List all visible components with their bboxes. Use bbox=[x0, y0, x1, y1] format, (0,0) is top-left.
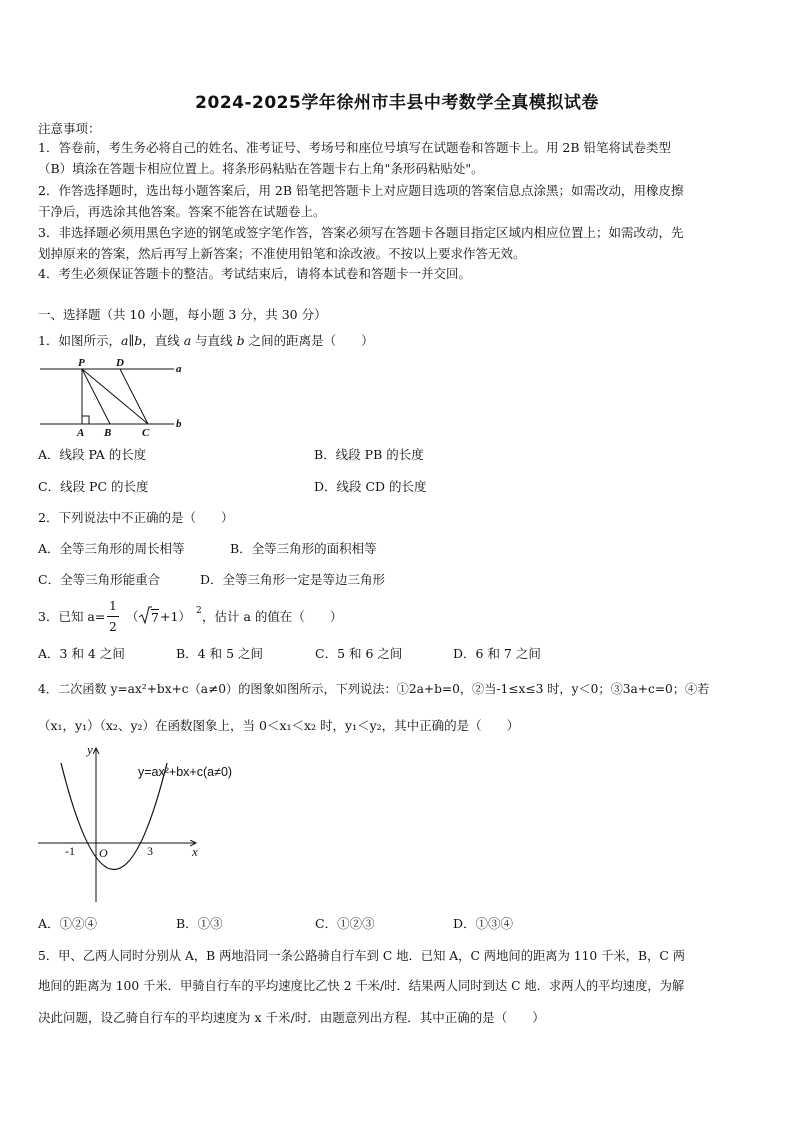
q1-figure bbox=[36, 355, 186, 440]
q3-stem-text: ，估计 a 的值在（ ） bbox=[202, 609, 343, 624]
q3-frac-bar bbox=[107, 616, 119, 617]
segment-DC bbox=[120, 369, 148, 424]
q1-stem-text: 与直线 bbox=[191, 333, 237, 348]
q1-option-c[interactable]: C．线段 PC 的长度 bbox=[38, 479, 149, 494]
question-4-line2: （x₁，y₁）（x₂、y₂）在函数图象上，当 0＜x₁＜x₂ 时，y₁＜y₂，其中正确的是（ ） bbox=[38, 718, 520, 733]
right-angle-mark bbox=[82, 416, 89, 424]
q2-option-d[interactable]: D．全等三角形一定是等边三角形 bbox=[200, 572, 386, 587]
notice-line: 干净后，再选涂其他答案。答案不能答在试题卷上。 bbox=[38, 204, 326, 219]
notice-line: 2．作答选择题时，选出每小题答案后，用 2B 铅笔把答题卡上对应题目选项的答案信息点涂黑；如需改动，用橡皮擦 bbox=[38, 183, 684, 198]
q2-option-a[interactable]: A．全等三角形的周长相等 bbox=[38, 541, 185, 556]
q3-exponent: 2 bbox=[196, 606, 202, 616]
tick-3-label: 3 bbox=[147, 844, 153, 858]
question-5-line1: 5．甲、乙两人同时分别从 A，B 两地沿同一条公路骑自行车到 C 地．已知 A，C 两地间的距离为 110 千米，B，C 两 bbox=[38, 949, 686, 963]
q2-option-b[interactable]: B．全等三角形的面积相等 bbox=[230, 541, 377, 556]
q4-option-b[interactable]: B．①③ bbox=[176, 916, 223, 931]
question-5-line3: 决此问题，设乙骑自行车的平均速度为 x 千米/时．由题意列出方程．其中正确的是（ ） bbox=[38, 1010, 545, 1025]
q1-line-b: b bbox=[236, 333, 245, 348]
q1-stem-text: 1．如图所示， bbox=[38, 333, 121, 348]
notice-line: 4．考生必须保证答题卡的整洁。考试结束后，请将本试卷和答题卡一并交回。 bbox=[38, 266, 471, 281]
label-b: b bbox=[176, 418, 182, 430]
q1-line-a: a bbox=[183, 333, 192, 348]
notice-heading: 注意事项： bbox=[38, 121, 101, 136]
q1-stem-text: ，直线 bbox=[142, 333, 184, 348]
notice-line: 1．答卷前，考生务必将自己的姓名、准考证号、考场号和座位号填写在试题卷和答题卡上。用 2B 铅笔将试卷类型 bbox=[38, 140, 672, 155]
question-1-stem bbox=[38, 333, 768, 349]
section-heading: 一、选择题（共 10 小题，每小题 3 分，共 30 分） bbox=[38, 307, 327, 322]
q4-option-a[interactable]: A．①②④ bbox=[38, 916, 98, 931]
q1-option-d[interactable]: D．线段 CD 的长度 bbox=[314, 479, 427, 494]
label-a: a bbox=[176, 363, 182, 375]
q3-sqrt-arg: 7 bbox=[151, 610, 159, 625]
tick-neg1-label: -1 bbox=[65, 844, 75, 858]
notice-line: （B）填涂在答题卡相应位置上。将条形码粘贴在答题卡右上角"条形码粘贴处"。 bbox=[38, 161, 484, 176]
origin-label: O bbox=[99, 846, 108, 860]
q3-stem-text: +1） bbox=[160, 609, 191, 624]
label-P: P bbox=[78, 357, 85, 369]
q1-parallel-expr: a∥b bbox=[120, 333, 143, 348]
page-title: 2024-2025学年徐州市丰县中考数学全真模拟试卷 bbox=[195, 93, 599, 113]
q3-frac-denominator: 2 bbox=[109, 620, 117, 634]
q3-stem-text: 3．已知 a= bbox=[38, 609, 106, 624]
sqrt-icon bbox=[138, 605, 152, 625]
q3-option-c[interactable]: C．5 和 6 之间 bbox=[315, 646, 403, 661]
x-axis-label: x bbox=[192, 844, 198, 859]
q1-option-b[interactable]: B．线段 PB 的长度 bbox=[314, 447, 424, 462]
segment-PC bbox=[82, 369, 148, 424]
q2-option-c[interactable]: C．全等三角形能重合 bbox=[38, 572, 161, 587]
q4-graph bbox=[36, 740, 251, 905]
q4-option-d[interactable]: D．①③④ bbox=[453, 916, 514, 931]
q4-option-c[interactable]: C．①②③ bbox=[315, 916, 375, 931]
question-5-line2: 地间的距离为 100 千米．甲骑自行车的平均速度比乙快 2 千米/时．结果两人同时到达 C 地．求两人的平均速度，为解 bbox=[38, 979, 685, 993]
q1-option-a[interactable]: A．线段 PA 的长度 bbox=[38, 447, 147, 462]
function-label: y=ax²+bx+c(a≠0) bbox=[138, 765, 233, 779]
q3-option-d[interactable]: D．6 和 7 之间 bbox=[453, 646, 541, 661]
label-A: A bbox=[77, 427, 85, 439]
y-axis-label: y bbox=[87, 742, 93, 757]
q3-frac-numerator: 1 bbox=[109, 599, 117, 613]
question-3-stem bbox=[38, 600, 768, 634]
notice-line: 划掉原来的答案，然后再写上新答案；不准使用铅笔和涂改液。不按以上要求作答无效。 bbox=[38, 246, 526, 261]
label-B: B bbox=[104, 427, 112, 439]
q3-paren: （ bbox=[126, 609, 139, 624]
notice-line: 3．非选择题必须用黑色字迹的钢笔或签字笔作答，答案必须写在答题卡各题目指定区域内相应位置上；如需改动，先 bbox=[38, 225, 684, 240]
q1-stem-text: 之间的距离是（ ） bbox=[244, 333, 374, 348]
label-C: C bbox=[142, 427, 150, 439]
question-2-stem: 2．下列说法中不正确的是（ ） bbox=[38, 510, 234, 525]
q3-option-a[interactable]: A．3 和 4 之间 bbox=[38, 646, 125, 661]
label-D: D bbox=[116, 357, 124, 369]
q3-option-b[interactable]: B．4 和 5 之间 bbox=[176, 646, 264, 661]
question-4-line1: 4．二次函数 y=ax²+bx+c（a≠0）的图象如图所示，下列说法：①2a+b=0，②当-1≤x≤3 时，y＜0；③3a+c=0；④若 bbox=[38, 682, 710, 696]
